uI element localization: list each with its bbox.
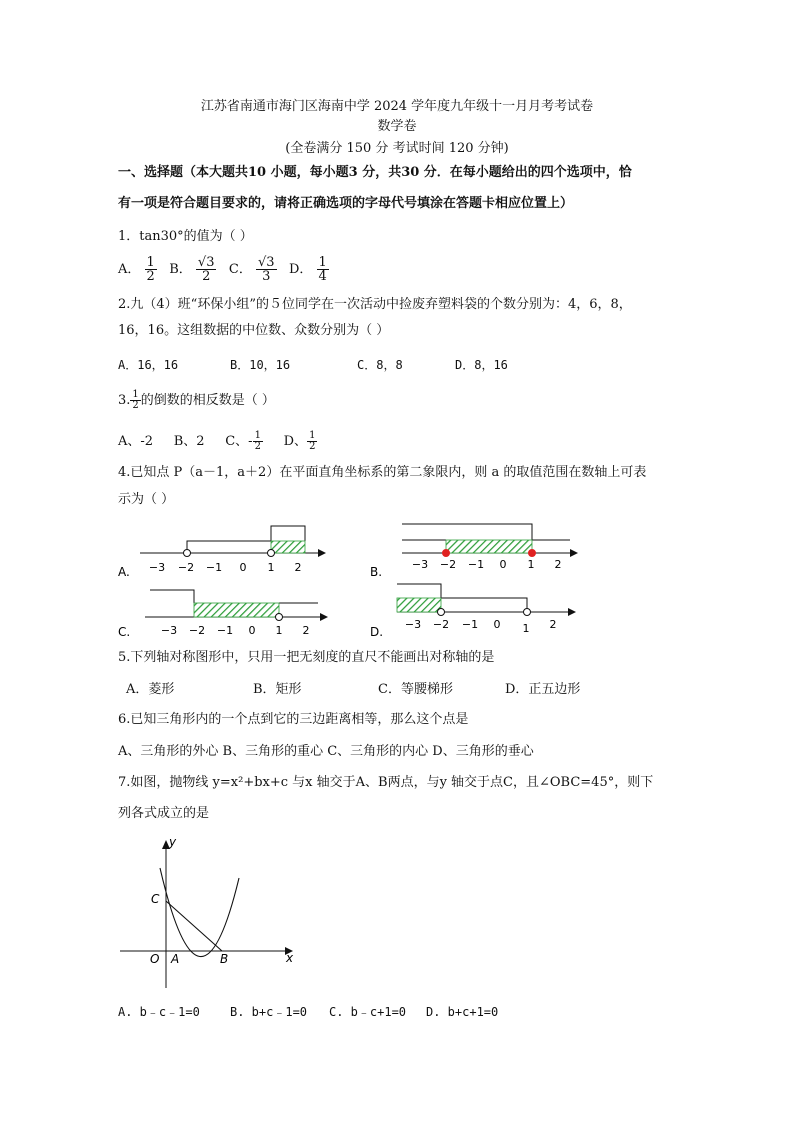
fig-label-o: O	[150, 952, 160, 966]
q4a-tick: −2	[177, 561, 195, 574]
q7-option-b: B. b+c﹣1=0	[230, 1005, 308, 1019]
q7-option-d: D. b+c+1=0	[426, 1005, 499, 1019]
q7-option-c: C. b﹣c+1=0	[329, 1005, 407, 1019]
q7-line2: 列各式成立的是	[118, 806, 210, 821]
q4c-tick: 0	[248, 624, 256, 637]
q1-c-num: √3	[257, 255, 275, 270]
q5-option-b: B．矩形	[253, 682, 302, 697]
q4-numberline-a	[118, 526, 326, 579]
q3-option-a: A、-2	[118, 434, 154, 449]
q3-stem-rest: 的倒数的相反数是（ ）	[140, 393, 275, 408]
fig-label-c: C	[151, 892, 160, 906]
q4a-tick: 0	[239, 561, 247, 574]
fig-label-b: B	[220, 952, 229, 966]
q7-option-a: A. b﹣c﹣1=0	[118, 1005, 200, 1019]
q7-parabola-figure	[120, 835, 294, 988]
q4c-tick: −3	[160, 624, 178, 637]
q3-option-b: B、2	[173, 434, 205, 449]
q4-label-a: A.	[118, 565, 130, 579]
q3-frac-den: 2	[132, 400, 139, 411]
q1-option-a-label: A．	[118, 262, 141, 277]
q3-d-den: 2	[309, 441, 316, 452]
q3-d-num: 1	[309, 430, 316, 441]
q4d-tick: 1	[522, 622, 530, 635]
q4-label-d: D.	[370, 625, 384, 639]
q3-c-den: 2	[254, 441, 261, 452]
q4-label-c: C.	[118, 625, 131, 639]
fig-label-a: A	[171, 952, 180, 966]
q1-stem: 1．tan30°的值为（ ）	[118, 229, 253, 244]
q4b-tick: −2	[439, 558, 457, 571]
q3-c-num: 1	[254, 430, 261, 441]
q4a-tick: 2	[294, 561, 302, 574]
q1-option-c-label: C．	[228, 262, 252, 277]
q4b-tick: 0	[499, 558, 507, 571]
q1-b-den: 2	[202, 269, 211, 284]
q4a-tick: −3	[148, 561, 166, 574]
q4c-tick: 1	[275, 624, 283, 637]
q4c-tick: −2	[188, 624, 206, 637]
q6-options: A、三角形的外心 B、三角形的重心 C、三角形的内心 D、三角形的垂心	[118, 744, 534, 759]
q4d-tick: 2	[549, 618, 557, 631]
q4-line2: 示为（ ）	[118, 492, 175, 507]
q3-option-c-label: C、-	[225, 434, 253, 449]
q4b-tick: 2	[554, 558, 562, 571]
q1-a-num: 1	[146, 255, 155, 270]
q2-option-c: C．8，8	[357, 358, 403, 372]
q4-numberline-d	[370, 584, 576, 639]
fig-label-x: x	[286, 951, 294, 965]
parabola-curve	[160, 868, 239, 957]
q2-option-a: A．16，16	[118, 358, 179, 372]
q5-stem: 5.下列轴对称图形中，只用一把无刻度的直尺不能画出对称轴的是	[118, 650, 495, 665]
q3-option-d-label: D、	[283, 434, 308, 449]
section-heading-line2: 有一项是符合题目要求的，请将正确选项的字母代号填涂在答题卡相应位置上）	[118, 196, 574, 211]
q6-stem: 6.已知三角形内的一个点到它的三边距离相等，那么这个点是	[118, 712, 469, 727]
q5-option-c: C．等腰梯形	[378, 682, 453, 697]
q4-line1: 4.已知点 P（a－1，a＋2）在平面直角坐标系的第二象限内，则 a 的取值范围在数轴上可表	[118, 465, 647, 480]
q1-c-den: 3	[262, 269, 271, 284]
q4-numberline-c	[118, 590, 328, 639]
q3-frac-num: 1	[132, 389, 139, 400]
exam-info: (全卷满分 150 分 考试时间 120 分钟)	[285, 141, 509, 156]
q4a-tick: −1	[205, 561, 223, 574]
q1-d-den: 4	[318, 269, 327, 284]
q4d-tick: −2	[432, 618, 450, 631]
q4-label-b: B.	[370, 565, 383, 579]
q4a-tick: 1	[267, 561, 275, 574]
q2-line2: 16，16。这组数据的中位数、众数分别为（ ）	[118, 323, 390, 338]
q1-b-num: √3	[197, 255, 215, 270]
section-heading-line1: 一、选择题（本大题共10 小题，每小题3 分，共30 分．在每小题给出的四个选项中，恰	[118, 165, 632, 180]
q4d-tick: −3	[404, 618, 422, 631]
q5-option-a: A．菱形	[126, 682, 175, 697]
q1-a-den: 2	[146, 269, 155, 284]
q2-option-d: D．8，16	[455, 358, 508, 372]
q4b-tick: 1	[527, 558, 535, 571]
q2-line1: 2.九（4）班“环保小组”的５位同学在一次活动中捡废弃塑料袋的个数分别为：4，6，8，	[118, 297, 632, 312]
q7-line1: 7.如图，抛物线 y=x²+bx+c 与x 轴交于A、B两点，与y 轴交于点C，且∠OBC=45°，则下	[118, 775, 654, 790]
q4d-tick: 0	[493, 618, 501, 631]
q5-option-d: D．正五边形	[505, 682, 581, 697]
q4b-tick: −3	[411, 558, 429, 571]
segment-bc	[166, 901, 222, 951]
exam-title: 江苏省南通市海门区海南中学 2024 学年度九年级十一月月考考试卷	[200, 99, 594, 114]
q4c-tick: 2	[302, 624, 310, 637]
q4b-tick: −1	[467, 558, 485, 571]
q1-option-b-label: B．	[169, 262, 192, 277]
q4d-tick: −1	[461, 618, 479, 631]
q2-option-b: B．10，16	[230, 358, 291, 372]
exam-subject: 数学卷	[377, 119, 417, 134]
q1-option-d-label: D．	[288, 262, 313, 277]
q3-number: 3.	[118, 393, 131, 408]
fig-label-y: y	[169, 835, 177, 849]
q4-numberline-b	[370, 524, 578, 579]
q4c-tick: −1	[216, 624, 234, 637]
q1-d-num: 1	[318, 255, 327, 270]
